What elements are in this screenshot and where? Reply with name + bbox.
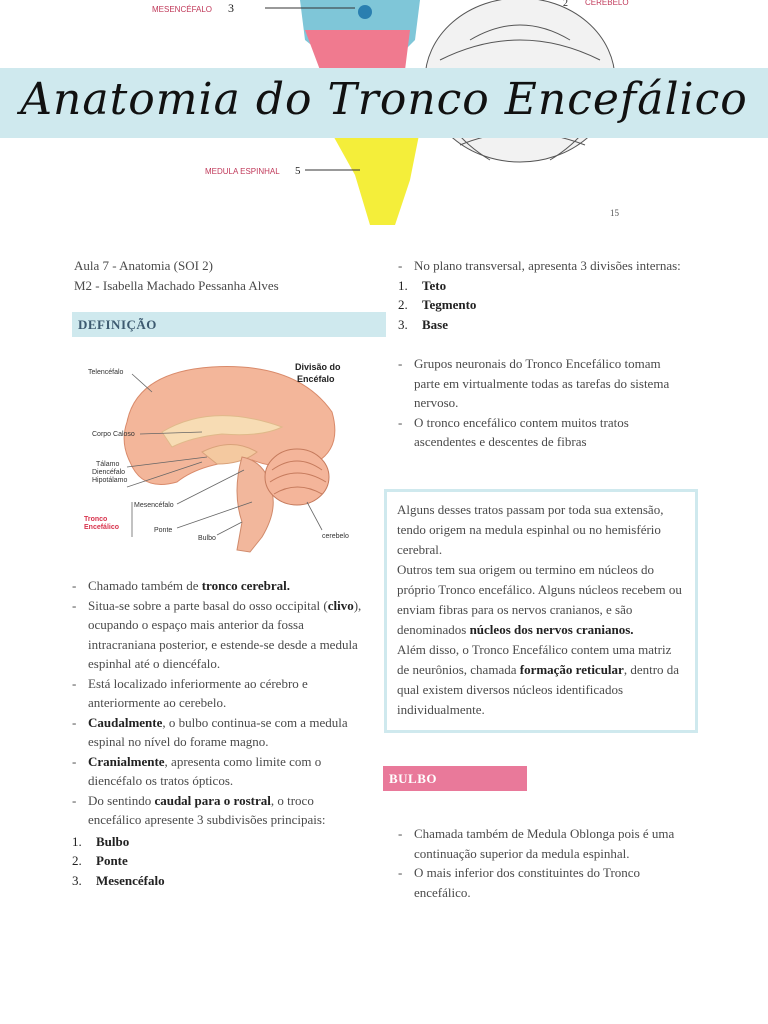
section-heading-definicao: DEFINIÇÃO xyxy=(72,312,386,337)
subdivision-item: 1. Bulbo xyxy=(72,833,130,849)
right-column xyxy=(398,256,688,452)
definicao-item: - Caudalmente, o bulbo continua-se com a medula espinal no nível do forame magno. xyxy=(72,713,364,752)
definicao-item: - Situa-se sobre a parte basal do osso occipital (clivo), ocupando o espaço mais anterior da fossa intracraniana posterior, e estende-se desde a medula espinhal até o diencéfalo. xyxy=(72,596,364,674)
division-item: 3. Base xyxy=(398,316,448,332)
bulbo-item: - O mais inferior dos constituintes do Tronco encefálico. xyxy=(398,863,696,902)
header-label-cerebelo: CEREBELO xyxy=(585,0,629,7)
fig-label-corpo-caloso: Corpo Caloso xyxy=(92,431,135,438)
box-paragraph-1: Alguns desses tratos passam por toda sua extensão, tendo origem na medula espinhal ou no hemisfério cerebral. xyxy=(397,502,664,557)
page-title: Anatomia do Tronco Encefálico xyxy=(20,74,748,125)
subdivision-item: 3. Mesencéfalo xyxy=(72,872,165,888)
fig-title-line-2: Encéfalo xyxy=(297,374,335,384)
fig-label-ponte: Ponte xyxy=(154,527,173,534)
divisions-list xyxy=(398,276,688,335)
fig-label-hipotalamo: Hipotálamo xyxy=(92,477,128,484)
fig-label-diencefalo: Diencéfalo xyxy=(92,469,126,476)
definicao-item: - Do sentindo caudal para o rostral, o troco encefálico apresente 3 subdivisões principais: xyxy=(72,791,364,830)
header-label-3: 3 xyxy=(228,1,234,15)
right-item: - O tronco encefálico contem muitos tratos ascendentes e descentes de fibras xyxy=(398,413,688,452)
header-label-5: 5 xyxy=(295,165,301,177)
fig-label-cerebelo: cerebelo xyxy=(322,533,349,540)
fig-label-talamo: Tálamo xyxy=(96,461,120,468)
definicao-list xyxy=(72,576,364,890)
division-item: 2. Tegmento xyxy=(398,297,477,312)
author-meta xyxy=(74,256,374,295)
meta-line-2: M2 - Isabella Machado Pessanha Alves xyxy=(74,277,279,293)
fig-label-tronco: Tronco xyxy=(84,516,108,523)
fig-label-mesencefalo: Mesencéfalo xyxy=(134,502,174,509)
division-item: 1. Teto xyxy=(398,277,447,293)
box-paragraph-2: Outros tem sua origem ou termino em núcleos do próprio Tronco encefálico. Alguns núcleos recebem ou enviam fibras para os nervos cranianos, e são denominados núcleos dos nervos cranianos. xyxy=(397,562,682,637)
box-paragraph-3: Além disso, o Tronco Encefálico contem uma matriz de neurônios, chamada formação reticular, dentro da qual existem diversos núcleos identificados individualmente. xyxy=(397,642,680,717)
section-heading-bulbo: BULBO xyxy=(383,766,527,791)
bulbo-item: - Chamada também de Medula Oblonga pois é uma continuação superior da medula espinhal. xyxy=(398,824,696,863)
fig-label-telencefalo: Telencéfalo xyxy=(88,369,124,376)
definicao-item: - Está localizado inferiormente ao cérebro e anteriormente ao cerebelo. xyxy=(72,674,364,713)
transversal-intro: - No plano transversal, apresenta 3 divisões internas: xyxy=(398,256,688,276)
subdivisions-list xyxy=(72,832,364,891)
right-item: - Grupos neuronais do Tronco Encefálico tomam parte em virtualmente todas as tarefas do sistema nervoso. xyxy=(398,354,688,413)
definicao-item: - Chamado também de tronco cerebral. xyxy=(72,576,364,596)
meta-line-1: Aula 7 - Anatomia (SOI 2) xyxy=(74,258,214,273)
bulbo-list xyxy=(398,824,696,902)
subdivision-item: 2. Ponte xyxy=(72,853,128,868)
fig-title-line-1: Divisão do xyxy=(295,362,341,372)
brain-division-figure xyxy=(82,352,367,562)
definicao-item: - Cranialmente, apresenta como limite com o diencéfalo os tratos ópticos. xyxy=(72,752,364,791)
header-label-mesencefalo: MESENCÉFALO xyxy=(152,5,213,14)
fig-label-encefalico: Encefálico xyxy=(84,524,120,531)
header-label-2: 2 xyxy=(563,0,568,9)
tracts-note-box xyxy=(384,489,698,733)
fig-label-bulbo: Bulbo xyxy=(198,535,216,542)
header-label-medula: MEDULA ESPINHAL xyxy=(205,167,280,176)
header-page-number: 15 xyxy=(610,208,619,218)
